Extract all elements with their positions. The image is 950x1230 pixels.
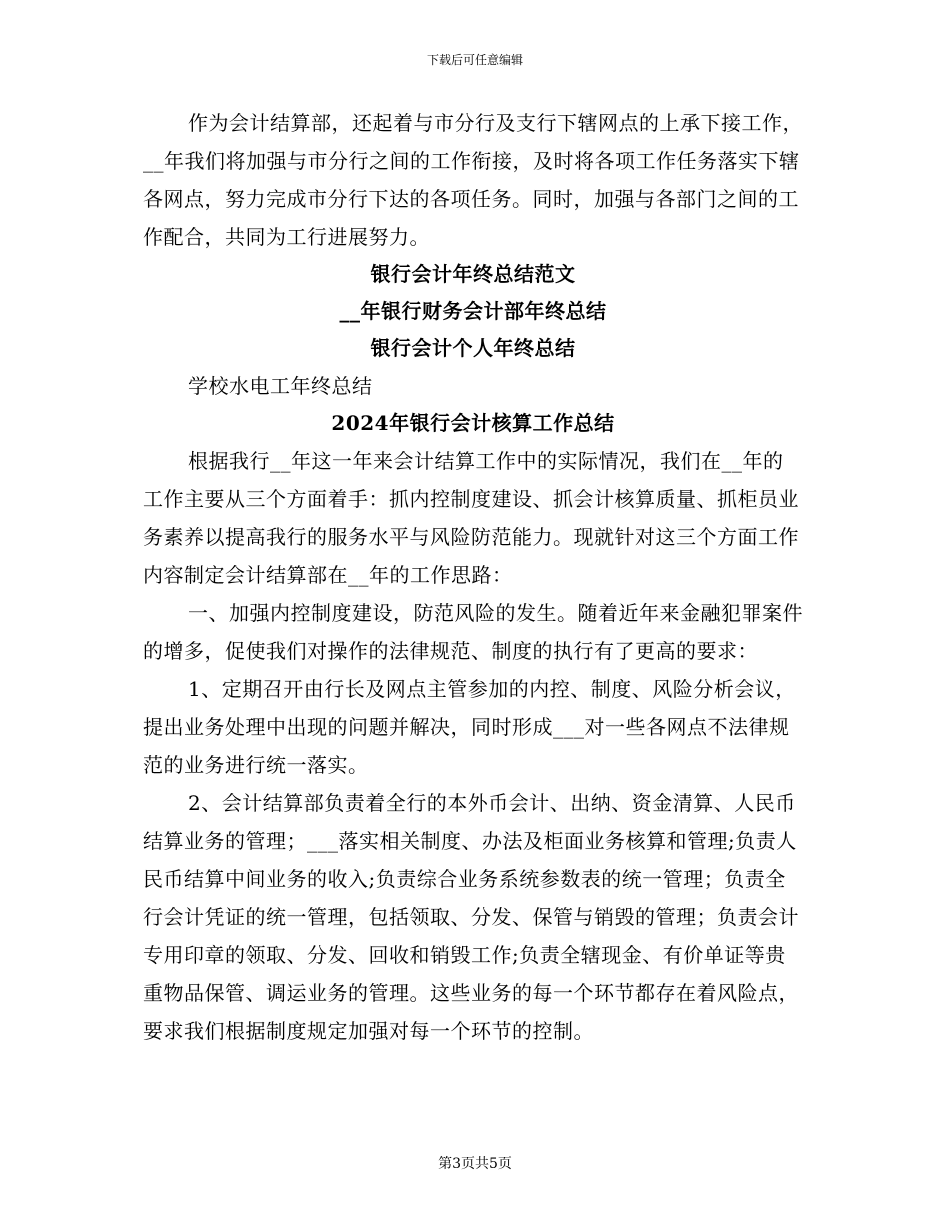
paragraph-section-one: 一、加强内控制度建设，防范风险的发生。随着近年来金融犯罪案件的增多，促使我们对操作的法律规范、制度的执行有了更高的要求：: [143, 601, 803, 663]
page-number: 第3页共5页: [438, 1156, 512, 1172]
related-title-2[interactable]: __年银行财务会计部年终总结: [339, 299, 607, 323]
paragraph-item-two: 2、会计结算部负责着全行的本外币会计、出纳、资金清算、人民币结算业务的管理；___落实相关制度、办法及柜面业务核算和管理;负责人民币结算中间业务的收入;负责综合业务系统参数表的统一管理；负责全行会计凭证的统一管理，包括领取、分发、保管与销毁的管理；负责会计专用印章的领取、分发、回收和销毁工作;负责全辖现金、有价单证等贵重物品保管、调运业务的管理。这些业务的每一个环节都存在着风险点，要求我们根据制度规定加强对每一个环节的控制。: [143, 791, 799, 1043]
document-body: [143, 104, 803, 1050]
paragraph-item-one: 1、定期召开由行长及网点主管参加的内控、制度、风险分析会议，提出业务处理中出现的问题并解决，同时形成___对一些各网点不法律规范的业务进行统一落实。: [143, 677, 796, 777]
page-header: 下载后可任意编辑: [426, 53, 523, 67]
related-title-1[interactable]: 银行会计年终总结范文: [370, 262, 576, 286]
paragraph-overview: 根据我行__年这一年来会计结算工作中的实际情况，我们在__年的工作主要从三个方面着手：抓内控制度建设、抓会计核算质量、抓柜员业务素养以提高我行的服务水平与风险防范能力。现就针对这三个方面工作内容制定会计结算部在__年的工作思路：: [143, 449, 799, 587]
related-title-3[interactable]: 银行会计个人年终总结: [370, 336, 576, 360]
related-plain-line: 学校水电工年终总结: [188, 374, 373, 398]
paragraph-intro: 作为会计结算部，还起着与市分行及支行下辖网点的上承下接工作，__年我们将加强与市分行之间的工作衔接，及时将各项工作任务落实下辖各网点，努力完成市分行下达的各项任务。同时，加强与各部门之间的工作配合，共同为工行进展努力。: [143, 111, 803, 249]
document-title: 2024年银行会计核算工作总结: [331, 411, 615, 435]
